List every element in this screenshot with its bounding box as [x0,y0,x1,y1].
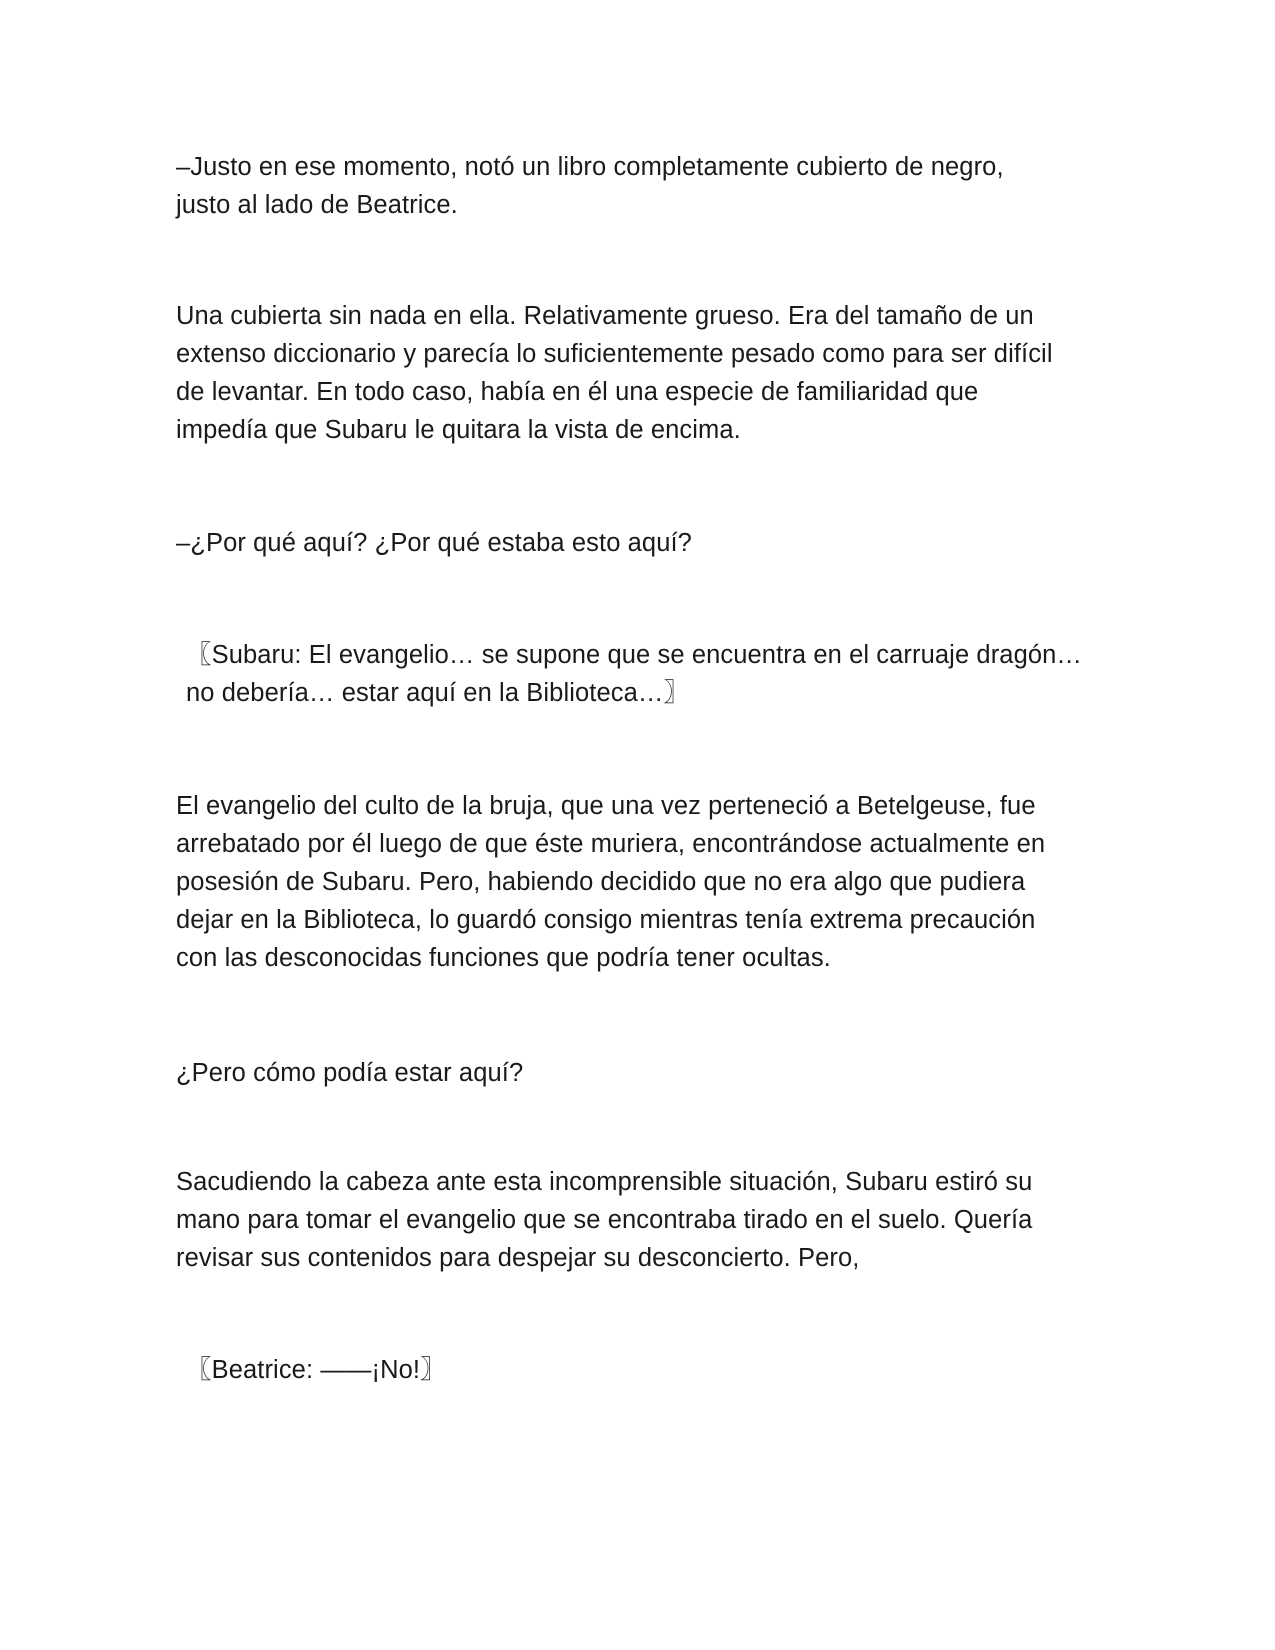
paragraph-narration: –¿Por qué aquí? ¿Por qué estaba esto aquí? [176,529,692,557]
paragraph-dialogue: 〖Beatrice: ——¡No!〗 [186,1356,446,1384]
paragraph-narration: Sacudiendo la cabeza ante esta incomprensible situación, Subaru estiró su mano para tomar el evangelio que se encontraba tirado en el suelo. Quería revisar sus contenidos para despejar su desconcierto. Pero, [176,1168,1033,1272]
paragraph-narration: Una cubierta sin nada en ella. Relativamente grueso. Era del tamaño de un extenso diccionario y parecía lo suficientemente pesado como para ser difícil de levantar. En todo caso, había en él una especie de familiaridad que impedía que Subaru le quitara la vista de encima. [176,302,1053,444]
paragraph-dialogue: 〖Subaru: El evangelio… se supone que se encuentra en el carruaje dragón… no debería… estar aquí en la Biblioteca…〗 [186,641,1083,707]
paragraph-narration: ¿Pero cómo podía estar aquí? [176,1059,524,1087]
paragraph-narration: –Justo en ese momento, notó un libro completamente cubierto de negro, justo al lado de Beatrice. [176,153,1004,219]
paragraph-narration: El evangelio del culto de la bruja, que una vez perteneció a Betelgeuse, fue arrebatado por él luego de que éste muriera, encontrándose actualmente en posesión de Subaru. Pero, habiendo decidido que no era algo que pudiera dejar en la Biblioteca, lo guardó consigo mientras tenía extrema precaución con las desconocidas funciones que podría tener ocultas. [176,792,1046,972]
